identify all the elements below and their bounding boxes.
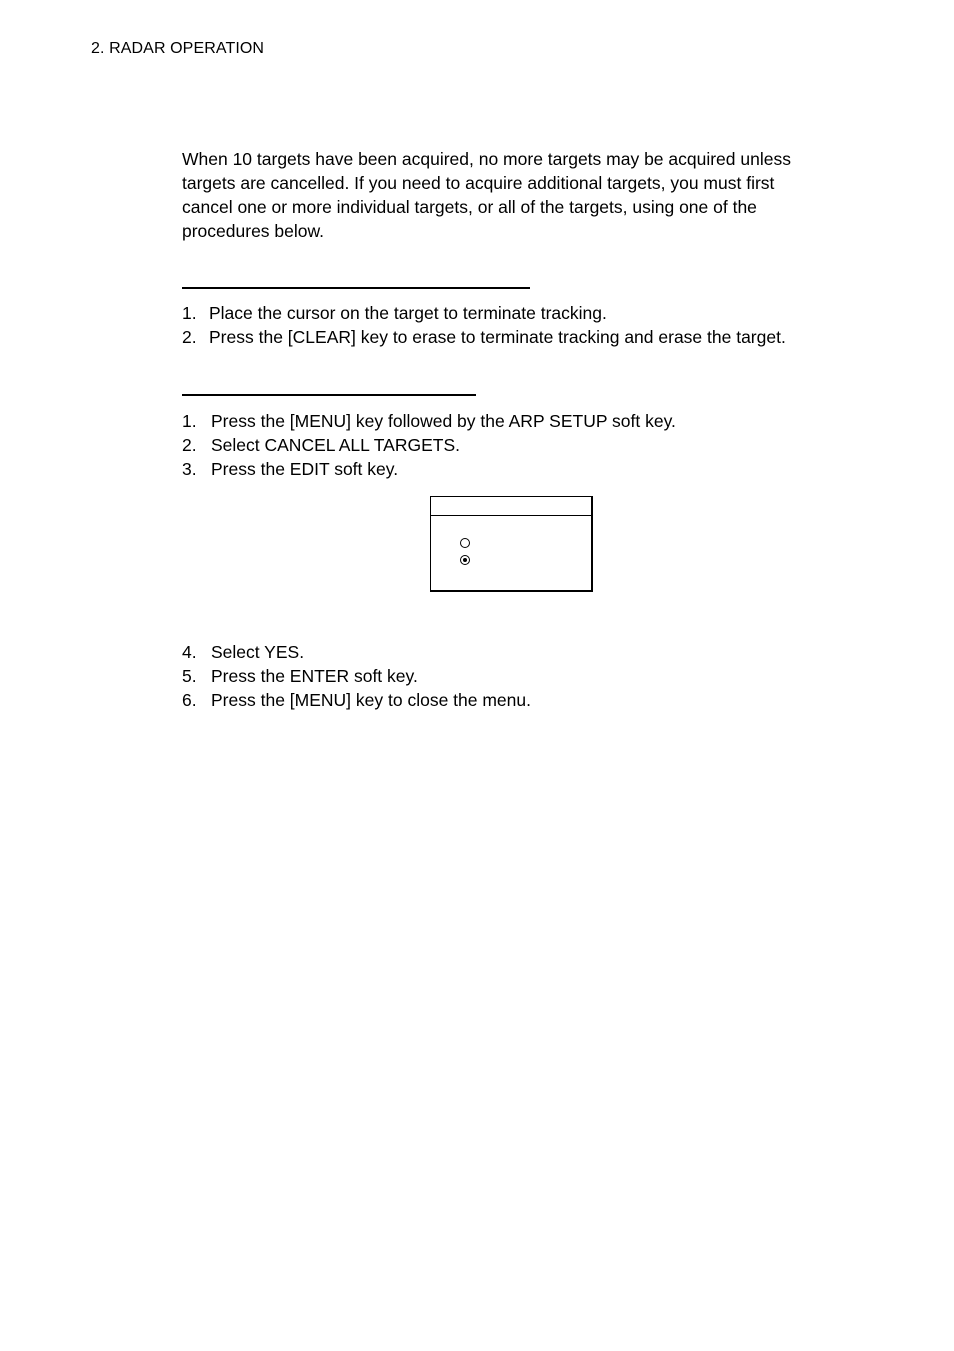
- intro-line: procedures below.: [182, 221, 325, 241]
- all-cancel-steps: [182, 409, 676, 481]
- step-text: Place the cursor on the target to terminate tracking.: [209, 303, 607, 323]
- step-item: [182, 409, 676, 433]
- intro-line: targets are cancelled. If you need to acquire additional targets, you must first: [182, 173, 775, 193]
- intro-paragraph: [182, 147, 842, 243]
- step-number: 2.: [182, 435, 197, 455]
- step-item: [182, 433, 676, 457]
- step-number: 6.: [182, 690, 197, 710]
- step-text: Press the [MENU] key followed by the ARP SETUP soft key.: [211, 411, 676, 431]
- step-item: [182, 640, 531, 664]
- step-item: [182, 688, 531, 712]
- running-header: 2. RADAR OPERATION: [91, 40, 265, 57]
- step-text: Select CANCEL ALL TARGETS.: [211, 435, 460, 455]
- step-text: Select YES.: [211, 642, 305, 662]
- step-number: 1.: [182, 411, 197, 431]
- step-item: [182, 301, 786, 325]
- step-number: 4.: [182, 642, 197, 662]
- radio-button-unselected[interactable]: [460, 538, 470, 548]
- step-text: Press the ENTER soft key.: [211, 666, 418, 686]
- dialog-title-bar: [431, 497, 591, 516]
- all-cancel-steps-continued: [182, 640, 531, 712]
- step-item: [182, 664, 531, 688]
- step-text: Press the EDIT soft key.: [211, 459, 399, 479]
- step-item: [182, 457, 676, 481]
- step-number: 2.: [182, 327, 197, 347]
- step-text: Press the [MENU] key to close the menu.: [211, 690, 531, 710]
- step-number: 5.: [182, 666, 197, 686]
- step-number: 3.: [182, 459, 197, 479]
- section-heading-rule-all: [182, 394, 476, 396]
- cancel-all-targets-dialog: [430, 496, 593, 592]
- radio-button-selected[interactable]: [460, 555, 470, 565]
- step-text: Press the [CLEAR] key to erase to terminate tracking and erase the target.: [209, 327, 786, 347]
- individual-cancel-steps: [182, 301, 786, 349]
- step-item: [182, 325, 786, 349]
- step-number: 1.: [182, 303, 197, 323]
- intro-line: When 10 targets have been acquired, no more targets may be acquired unless: [182, 149, 791, 169]
- section-heading-rule-individual: [182, 287, 530, 289]
- intro-line: cancel one or more individual targets, or all of the targets, using one of the: [182, 197, 757, 217]
